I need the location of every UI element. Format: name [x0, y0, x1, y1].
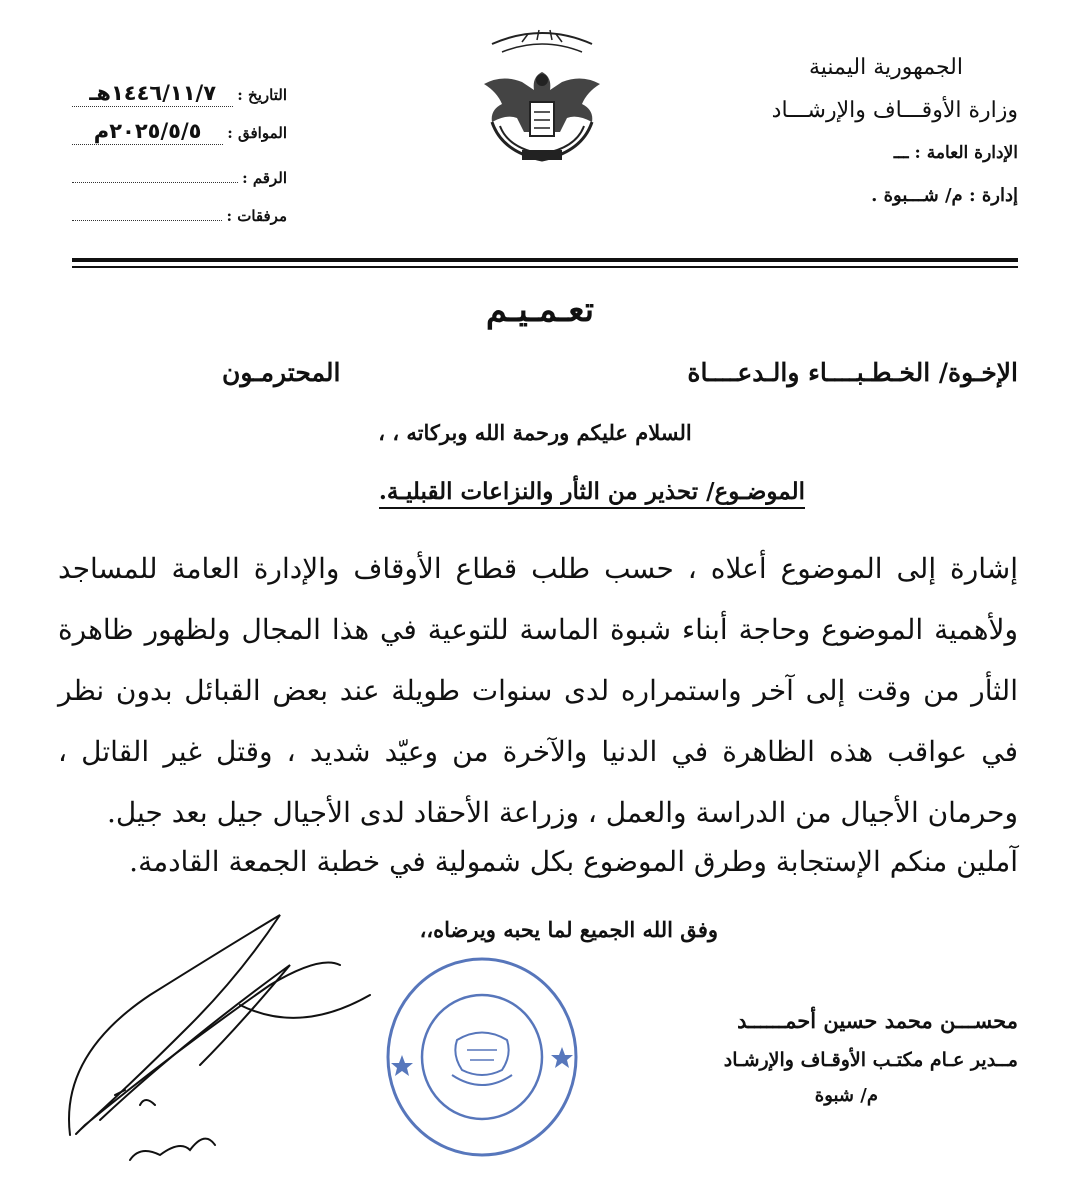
- handwritten-signature-icon: [40, 905, 440, 1175]
- yemen-emblem-icon: [462, 22, 622, 172]
- signatory-place: م/ شبوة: [814, 1085, 878, 1106]
- blessing-line: وفق الله الجميع لما يحبه ويرضاه،،: [419, 917, 718, 942]
- number-value: [72, 156, 238, 183]
- subject-line: الموضـوع/ تحذير من الثأر والنزاعات القبليـة.: [379, 478, 805, 509]
- date-value: ١٤٤٦/١١/٧هـ: [72, 80, 233, 107]
- date-row: [72, 80, 287, 118]
- general-department: الإدارة العامة : ـــ: [893, 143, 1018, 163]
- corresponding-label: الموافق :: [227, 124, 287, 142]
- ministry-name: وزارة الأوقـــاف والإرشـــاد: [771, 98, 1018, 123]
- body-paragraph: إشارة إلى الموضوع أعلاه ، حسب طلب قطاع الأوقاف والإدارة العامة للمساجد ولأهمية الموضوع وحاجة أبناء شبوة الماسة للتوعية في هذا المجال ولظهور ظاهرة الثأر من وقت إلى آخر واستمراره لدى سنوات طويلة عند بعض القبائل بدون نظر في عواقب هذه الظاهرة في الدنيا والآخرة من وعيّد شديد ، وقتل غير القاتل ، وحرمان الأجيال من الدراسة والعمل ، وزراعة الأحقاد لدى الأجيال جيل بعد جيل.: [58, 552, 1018, 829]
- date-label: التاريخ :: [237, 86, 287, 104]
- greeting: السلام عليكم ورحمة الله وبركاته ، ،: [378, 420, 692, 445]
- letter-meta: [72, 80, 287, 232]
- signatory-title: مــدير عـام مكتـب الأوقـاف والإرشـاد: [723, 1049, 1018, 1071]
- circular-title: تعـمـيـم: [485, 290, 595, 330]
- corresponding-row: [72, 118, 287, 156]
- addressees: الإخـوة/ الخـطـبــــاء والـدعــــاة: [687, 358, 1018, 387]
- header-divider: [72, 258, 1018, 268]
- closing-paragraph: آملين منكم الإستجابة وطرق الموضوع بكل شمولية في خطبة الجمعة القادمة.: [129, 845, 1018, 878]
- signature-block: [588, 1008, 1018, 1106]
- attachments-value: [72, 194, 222, 221]
- number-row: [72, 156, 287, 194]
- corresponding-value: ٢٠٢٥/٥/٥م: [72, 118, 223, 145]
- letterhead-right: [718, 55, 1018, 206]
- honorific: المحترمـون: [222, 358, 341, 387]
- attachments-row: [72, 194, 287, 232]
- country-name: الجمهورية اليمنية: [808, 55, 963, 80]
- signatory-name: محســـن محمد حسين أحمــــــد: [737, 1008, 1018, 1033]
- department-name: إدارة : م/ شـــبوة .: [871, 185, 1018, 206]
- number-label: الرقم :: [242, 169, 287, 187]
- attachments-label: مرفقات :: [226, 207, 287, 225]
- letter-body: [58, 538, 1018, 843]
